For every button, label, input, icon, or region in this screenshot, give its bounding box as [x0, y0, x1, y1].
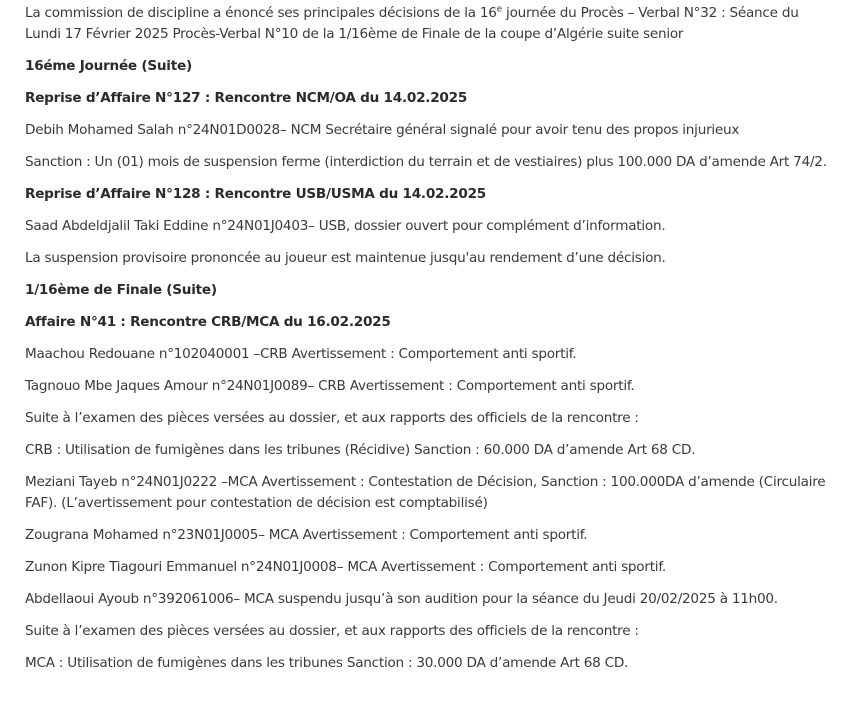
- decision-paragraph: Maachou Redouane n°102040001 –CRB Avertissement : Comportement anti sportif.: [25, 346, 577, 363]
- decision-paragraph: Saad Abdeldjalil Taki Eddine n°24N01J0403– USB, dossier ouvert pour complément d’information.: [25, 218, 666, 235]
- decision-paragraph: Suite à l’examen des pièces versées au dossier, et aux rapports des officiels de la rencontre :: [25, 623, 639, 640]
- section-heading: 1/16ème de Finale (Suite): [25, 282, 217, 299]
- decision-paragraph: MCA : Utilisation de fumigènes dans les tribunes Sanction : 30.000 DA d’amende Art 68 CD.: [25, 655, 629, 672]
- decision-paragraph: Meziani Tayeb n°24N01J0222 –MCA Avertissement : Contestation de Décision, Sanction : 100.000DA d’amende (Circulaire FAF). (L’avertissement pour contestation de décision est comptabilisé): [25, 474, 826, 512]
- decision-paragraph: Zougrana Mohamed n°23N01J0005– MCA Avertissement : Comportement anti sportif.: [25, 527, 588, 544]
- decision-paragraph: Abdellaoui Ayoub n°392061006– MCA suspendu jusqu’à son audition pour la séance du Jeudi 20/02/2025 à 11h00.: [25, 591, 778, 608]
- decision-paragraph: Suite à l’examen des pièces versées au dossier, et aux rapports des officiels de la rencontre :: [25, 410, 639, 427]
- decision-paragraph: Debih Mohamed Salah n°24N01D0028– NCM Secrétaire général signalé pour avoir tenu des propos injurieux: [25, 122, 740, 139]
- decision-paragraph: CRB : Utilisation de fumigènes dans les tribunes (Récidive) Sanction : 60.000 DA d’amende Art 68 CD.: [25, 442, 696, 459]
- decision-paragraph: Sanction : Un (01) mois de suspension ferme (interdiction du terrain et de vestiaires) plus 100.000 DA d’amende Art 74/2.: [25, 154, 827, 171]
- ordinal-superscript: e: [496, 4, 502, 15]
- decision-paragraph: Zunon Kipre Tiagouri Emmanuel n°24N01J0008– MCA Avertissement : Comportement anti sportif.: [25, 559, 666, 576]
- intro-paragraph: [25, 3, 833, 46]
- case-heading: Reprise d’Affaire N°127 : Rencontre NCM/OA du 14.02.2025: [25, 90, 468, 107]
- decision-paragraph: La suspension provisoire prononcée au joueur est maintenue jusqu'au rendement d’une décision.: [25, 250, 666, 267]
- intro-text-end: journée du Procès – Verbal N°32 : Séance du Lundi 17 Février 2025 Procès-Verbal N°10 de la 1/16ème de Finale de la coupe d’Algérie suite senior: [25, 5, 799, 43]
- case-heading: Affaire N°41 : Rencontre CRB/MCA du 16.02.2025: [25, 314, 391, 331]
- intro-text-start: La commission de discipline a énoncé ses principales décisions de la 16: [25, 5, 497, 21]
- article-body: [25, 3, 833, 685]
- section-heading: 16éme Journée (Suite): [25, 58, 192, 75]
- case-heading: Reprise d’Affaire N°128 : Rencontre USB/USMA du 14.02.2025: [25, 186, 487, 203]
- decision-paragraph: Tagnouo Mbe Jaques Amour n°24N01J0089– CRB Avertissement : Comportement anti sportif.: [25, 378, 635, 395]
